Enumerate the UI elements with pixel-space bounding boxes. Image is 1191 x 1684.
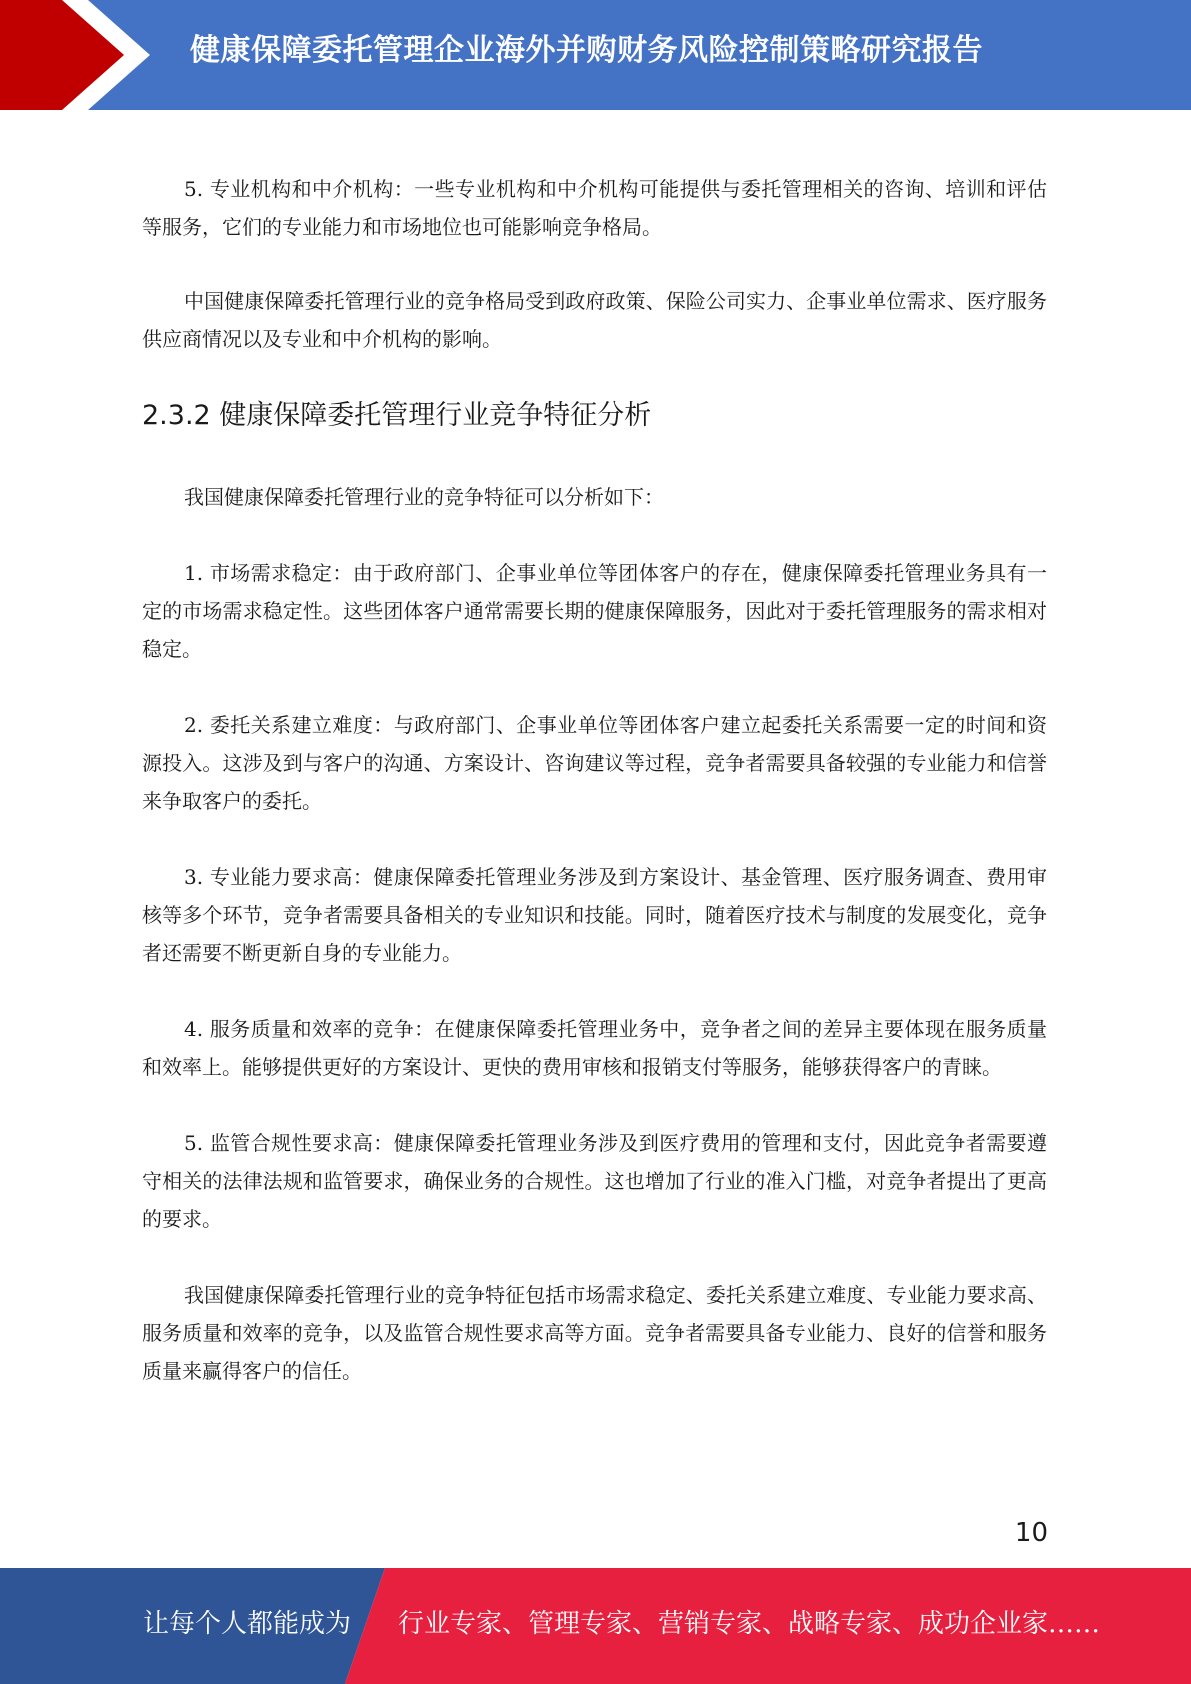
page-footer <box>0 1568 1191 1684</box>
paragraph-item-2: 2. 委托关系建立难度：与政府部门、企事业单位等团体客户建立起委托关系需要一定的时间和资源投入。这涉及到与客户的沟通、方案设计、咨询建议等过程，竞争者需要具备较强的专业能力和信誉来争取客户的委托。 <box>142 713 1047 813</box>
page-header <box>0 0 1191 110</box>
paragraph-item-3: 3. 专业能力要求高：健康保障委托管理业务涉及到方案设计、基金管理、医疗服务调查、费用审核等多个环节，竞争者需要具备相关的专业知识和技能。同时，随着医疗技术与制度的发展变化，竞争者还需要不断更新自身的专业能力。 <box>142 865 1047 965</box>
paragraph-competition-summary: 中国健康保障委托管理行业的竞争格局受到政府政策、保险公司实力、企事业单位需求、医疗服务供应商情况以及专业和中介机构的影响。 <box>142 289 1047 351</box>
paragraph-item-1: 1. 市场需求稳定：由于政府部门、企事业单位等团体客户的存在，健康保障委托管理业务具有一定的市场需求稳定性。这些团体客户通常需要长期的健康保障服务，因此对于委托管理服务的需求相对稳定。 <box>142 561 1047 661</box>
paragraph-professional-agencies: 5. 专业机构和中介机构：一些专业机构和中介机构可能提供与委托管理相关的咨询、培训和评估等服务，它们的专业能力和市场地位也可能影响竞争格局。 <box>142 177 1047 239</box>
paragraph-item-4: 4. 服务质量和效率的竞争：在健康保障委托管理业务中，竞争者之间的差异主要体现在服务质量和效率上。能够提供更好的方案设计、更快的费用审核和报销支付等服务，能够获得客户的青睐。 <box>142 1017 1047 1079</box>
page-content <box>142 170 1047 1390</box>
header-title: 健康保障委托管理企业海外并购财务风险控制策略研究报告 <box>190 33 983 68</box>
footer-slogan-left: 让每个人都能成为 <box>143 1609 352 1639</box>
section-heading: 2.3.2 健康保障委托管理行业竞争特征分析 <box>142 400 652 431</box>
footer-slogan-right: 行业专家、管理专家、营销专家、战略专家、成功企业家…… <box>398 1609 1101 1639</box>
paragraph-conclusion: 我国健康保障委托管理行业的竞争特征包括市场需求稳定、委托关系建立难度、专业能力要求高、服务质量和效率的竞争，以及监管合规性要求高等方面。竞争者需要具备专业能力、良好的信誉和服务质量来赢得客户的信任。 <box>142 1283 1047 1383</box>
paragraph-item-5: 5. 监管合规性要求高：健康保障委托管理业务涉及到医疗费用的管理和支付，因此竞争者需要遵守相关的法律法规和监管要求，确保业务的合规性。这也增加了行业的准入门槛，对竞争者提出了更高的要求。 <box>142 1131 1047 1231</box>
paragraph-intro: 我国健康保障委托管理行业的竞争特征可以分析如下： <box>184 485 664 509</box>
page-number: 10 <box>1014 1518 1048 1548</box>
